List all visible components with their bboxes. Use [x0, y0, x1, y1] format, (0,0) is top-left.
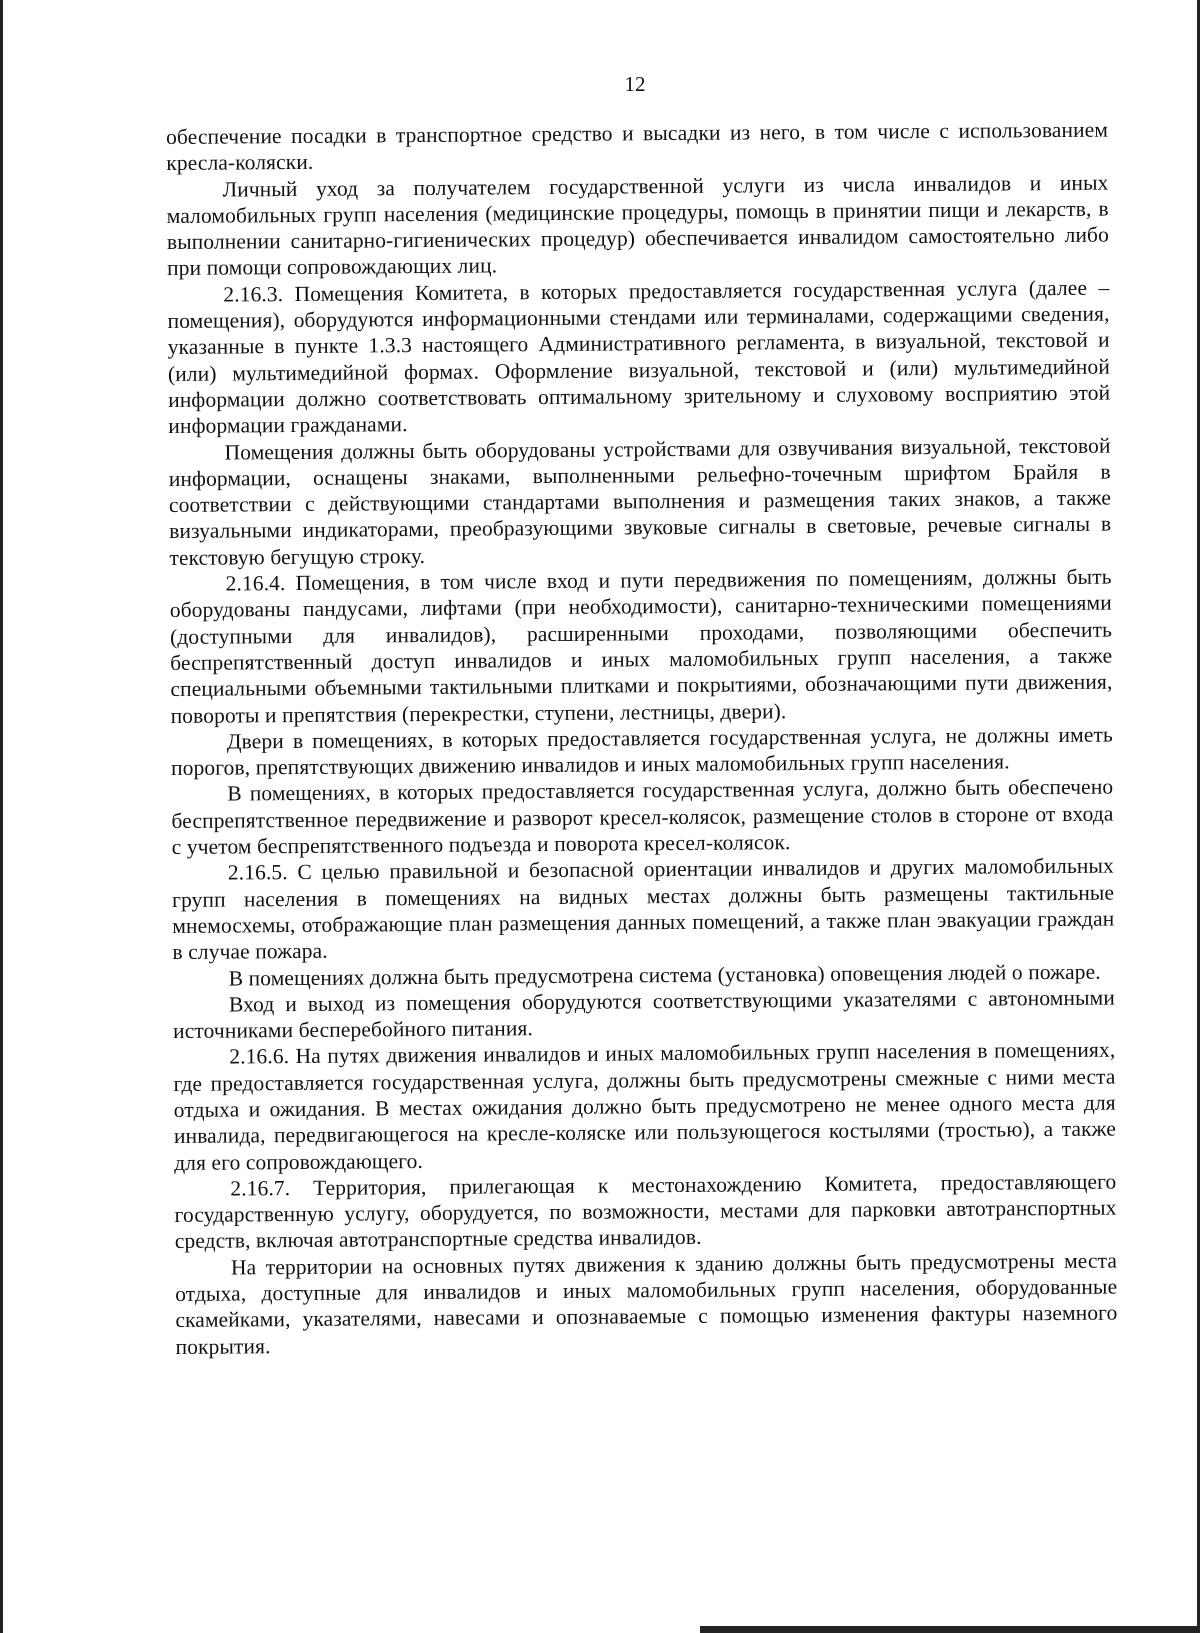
paragraph: 2.16.7. Территория, прилегающая к местонахождению Комитета, предоставляющего государственную услугу, оборудуется, по возможности, местами для парковки автотранспортных средств, включая автотранспортные средства инвалидов. [174, 1169, 1117, 1254]
paragraph: На территории на основных путях движения к зданию должны быть предусмотрены места отдыха, доступные для инвалидов и иных маломобильных групп населения, оборудованные скамейками, указателями, навесами и опознаваемые с помощью изменения фактуры наземного покрытия. [175, 1248, 1118, 1359]
paragraph: обеспечение посадки в транспортное средство и высадки из него, в том числе с использованием кресла-коляски. [166, 117, 1109, 176]
paragraph: Вход и выход из помещения оборудуются соответствующими указателями с автономными источниками бесперебойного питания. [173, 985, 1115, 1044]
paragraph: Личный уход за получателем государственной услуги из числа инвалидов и иных маломобильных групп населения (медицинские процедуры, помощь в принятии пищи и лекарств, в выполнении санитарно-гигиенических процедур) обеспечивается инвалидом самостоятельно либо при помощи сопровождающих лиц. [166, 170, 1109, 281]
paragraph: В помещениях, в которых предоставляется государственная услуга, должно быть обеспечено беспрепятственное передвижение и разворот кресел-колясок, размещение столов в стороне от входа с учетом беспрепятственного подъезда и поворота кресел-колясок. [171, 775, 1114, 859]
scan-edge-left [0, 0, 3, 1633]
document-body [166, 117, 1118, 1360]
paragraph: 2.16.3. Помещения Комитета, в которых предоставляется государственная услуга (далее – помещения), оборудуются информационными стендами или терминалами, содержащими сведения, указанные в пункте 1.3.3 настоящего Административного регламента, в визуальной, текстовой и (или) мультимедийной формах. Оформление визуальной, текстовой и (или) мультимедийной информации должно соответствовать оптимальному зрительному и слуховому восприятию этой информации гражданами. [167, 275, 1111, 439]
paragraph: Двери в помещениях, в которых предоставляется государственная услуга, не должны иметь порогов, препятствующих движению инвалидов и иных маломобильных групп населения. [170, 722, 1113, 781]
paragraph: 2.16.6. На путях движения инвалидов и иных маломобильных групп населения в помещениях, где предоставляется государственная услуга, должны быть предусмотрены смежные с ними места отдыха и ожидания. В местах ожидания должно быть предусмотрено не менее одного места для инвалида, передвигающегося на кресле-коляске или пользующегося костылями (тростью), а также для его сопровождающего. [173, 1037, 1117, 1175]
page-number: 12 [624, 72, 646, 96]
paragraph: 2.16.5. С целью правильной и безопасной ориентации инвалидов и других маломобильных групп населения в помещениях на видных местах должны быть размещены тактильные мнемосхемы, отображающие план размещения данных помещений, а также план эвакуации граждан в случае пожара. [171, 853, 1115, 965]
scan-edge-bottom [700, 1626, 1200, 1633]
paragraph: В помещениях должна быть предусмотрена система (установка) оповещения людей о пожаре. [228, 959, 1101, 991]
paragraph: Помещения должны быть оборудованы устройствами для озвучивания визуальной, текстовой информации, оснащены знаками, выполненными рельефно-точечным шрифтом Брайля в соответствии с действующими стандартами выполнения и размещения таких знаков, а также визуальными индикаторами, преобразующими звуковые сигналы в световые, речевые сигналы в текстовую бегущую строку. [168, 433, 1112, 570]
paragraph: 2.16.4. Помещения, в том числе вход и пути передвижения по помещениям, должны быть оборудованы пандусами, лифтами (при необходимости), санитарно-техническими помещениями (доступными для инвалидов), расширенными проходами, позволяющими обеспечить беспрепятственный доступ инвалидов и иных маломобильных групп населения, а также специальными объемными тактильными плитками и покрытиями, обозначающими пути движения, повороты и препятствия (перекрестки, ступени, лестницы, двери). [169, 564, 1113, 728]
